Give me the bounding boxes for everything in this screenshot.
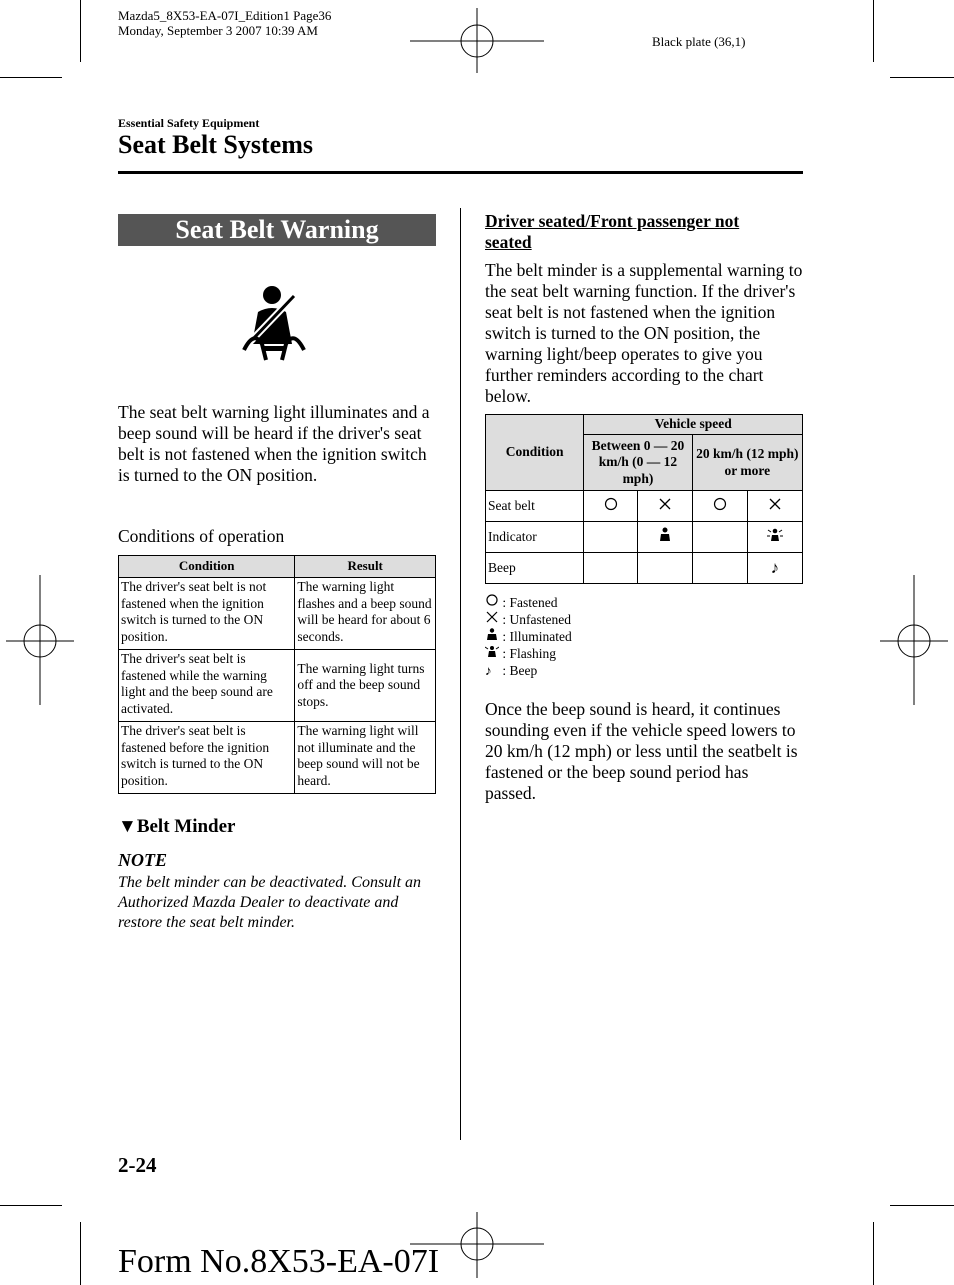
plate-label: Black plate (36,1)	[652, 34, 746, 49]
intro-paragraph: The seat belt warning light illuminates and a beep sound will be heard if the driver's seat belt is not fastened when the ignition switch is turned to the ON position.	[118, 402, 430, 485]
table-cell: The warning light will not illuminate and the beep sound will not be heard.	[295, 722, 436, 794]
illuminated-icon	[485, 628, 499, 641]
crop-mark	[0, 77, 62, 78]
table-cell: The driver's seat belt is fastened before the ignition switch is turned to the ON position.	[119, 722, 295, 794]
legend-item	[485, 594, 572, 611]
crop-mark	[873, 1222, 874, 1285]
row-label: Beep	[486, 553, 584, 584]
right-outro: Once the beep sound is heard, it continues sounding even if the vehicle speed lowers to 20 km/h (12 mph) or less until the seatbelt is fastened or the beep sound period has passed.	[485, 699, 798, 803]
section-subtitle: Essential Safety Equipment	[118, 116, 260, 130]
table-header: Condition	[119, 556, 295, 578]
right-heading: Driver seated/Front passenger not seated	[485, 211, 740, 252]
legend-text: : Beep	[502, 663, 538, 678]
symbol-legend	[485, 594, 572, 679]
unfastened-icon	[747, 491, 802, 522]
speed-table	[485, 414, 803, 584]
flashing-icon	[747, 522, 802, 553]
fastened-icon	[692, 491, 747, 522]
belt-minder-heading	[118, 816, 236, 838]
beep-icon: ♪	[747, 553, 802, 584]
table-cell: The driver's seat belt is not fastened when the ignition switch is turned to the ON position.	[119, 578, 295, 650]
topic-banner: Seat Belt Warning Light/Beep	[118, 214, 436, 246]
conditions-table	[118, 555, 436, 794]
crop-mark	[873, 0, 874, 62]
page-number: 2-24	[118, 1153, 157, 1177]
unfastened-icon	[485, 611, 499, 624]
flashing-icon	[485, 645, 499, 658]
legend-item	[485, 645, 572, 662]
illuminated-icon	[638, 522, 692, 553]
beep-icon: ♪	[485, 663, 492, 678]
conditions-label: Conditions of operation	[118, 526, 285, 546]
legend-text: : Unfastened	[502, 612, 571, 627]
page-title: Seat Belt Systems	[118, 130, 313, 159]
note-title: NOTE	[118, 850, 167, 870]
table-header: Result	[295, 556, 436, 578]
registration-mark-icon	[874, 575, 954, 705]
empty-cell	[692, 553, 747, 584]
legend-text: : Illuminated	[502, 629, 572, 644]
note-text: The belt minder can be deactivated. Consult an Authorized Mazda Dealer to deactivate and restore the seat belt minder.	[118, 874, 422, 931]
legend-item	[485, 662, 572, 679]
print-meta-line: Mazda5_8X53-EA-07I_Edition1 Page36	[118, 8, 332, 23]
speed-range-header: 20 km/h (12 mph) or more	[692, 435, 802, 491]
fastened-icon	[584, 491, 638, 522]
empty-cell	[692, 522, 747, 553]
print-meta	[118, 8, 331, 38]
speed-range-header: Between 0 — 20 km/h (0 — 12 mph)	[584, 435, 692, 491]
empty-cell	[584, 553, 638, 584]
row-label: Seat belt	[486, 491, 584, 522]
heading-text: Belt Minder	[136, 816, 236, 837]
fastened-icon	[485, 594, 499, 607]
condition-header: Condition	[486, 415, 584, 491]
table-cell: The warning light flashes and a beep sound will be heard for about 6 seconds.	[295, 578, 436, 650]
vehicle-speed-header: Vehicle speed	[584, 415, 803, 435]
registration-mark-icon	[0, 575, 80, 705]
triangle-down-icon: ▼	[118, 816, 137, 837]
crop-mark	[80, 0, 81, 62]
legend-item	[485, 628, 572, 645]
row-label: Indicator	[486, 522, 584, 553]
empty-cell	[638, 553, 692, 584]
column-divider	[460, 208, 461, 1140]
seat-belt-warning-icon	[240, 284, 308, 362]
form-number: Form No.8X53-EA-07I	[118, 1243, 440, 1280]
empty-cell	[584, 522, 638, 553]
crop-mark	[80, 1222, 81, 1285]
table-cell: The warning light turns off and the beep sound stops.	[295, 650, 436, 722]
crop-mark	[0, 1205, 62, 1206]
title-rule	[118, 171, 803, 174]
legend-text: : Fastened	[502, 595, 558, 610]
crop-mark	[890, 77, 954, 78]
print-meta-line: Monday, September 3 2007 10:39 AM	[118, 23, 318, 38]
legend-text: : Flashing	[502, 646, 557, 661]
crop-mark	[890, 1205, 954, 1206]
registration-mark-icon	[410, 5, 544, 75]
table-cell: The driver's seat belt is fastened while the warning light and the beep sound are activated.	[119, 650, 295, 722]
unfastened-icon	[638, 491, 692, 522]
legend-item	[485, 611, 572, 628]
right-intro: The belt minder is a supplemental warning to the seat belt warning function. If the driver's seat belt is not fastened when the ignition switch is turned to the ON position, the warning light/beep operates to give you further reminders according to the chart below.	[485, 260, 803, 406]
